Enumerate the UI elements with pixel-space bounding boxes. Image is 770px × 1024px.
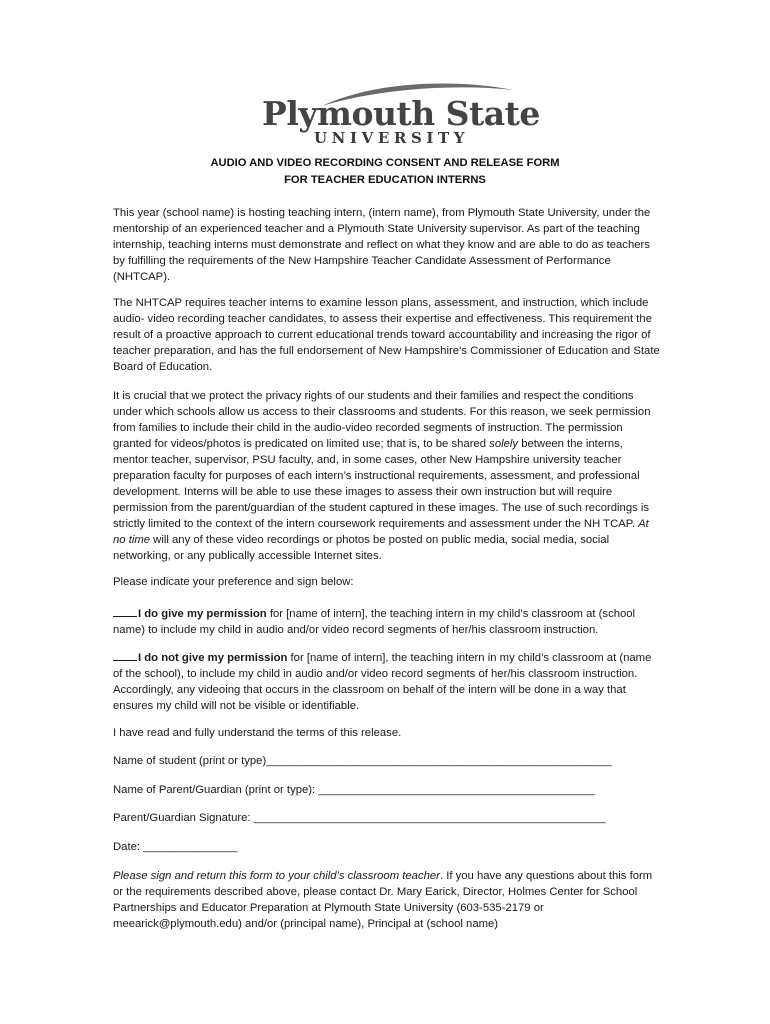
signature-field[interactable]: Parent/Guardian Signature: ________________________________________________________ — [113, 812, 606, 824]
parent-name-field[interactable]: Name of Parent/Guardian (print or type): ____________________________________________ — [113, 784, 595, 796]
logo-wordmark: Plymouth State — [262, 94, 540, 133]
indicate-paragraph — [113, 574, 661, 590]
deny-permission-label: I do not give my permission — [138, 652, 288, 664]
give-permission-label: I do give my permission — [138, 608, 267, 620]
acknowledgement-text: I have read and fully understand the terms of this release. — [113, 727, 402, 739]
give-permission-option — [113, 604, 661, 638]
intro-text: This year (school name) is hosting teaching intern, (intern name), from Plymouth State University, under the mentorship of an experienced teacher and a Plymouth State University supervisor. As part of the teaching internship, teaching interns must demonstrate and reflect on what they know and are able to do as teachers by fulfilling the requirements of the New Hampshire Teacher Candidate Assessment of Performance (NHTCAP). — [113, 207, 651, 283]
form-title-line-2: FOR TEACHER EDUCATION INTERNS — [284, 174, 486, 186]
closing-instruction: Please sign and return this form to your child’s classroom teacher — [113, 870, 440, 882]
closing-paragraph — [113, 868, 661, 932]
closing-contact-text: . If you have any questions about this form or the requirements described above, please contact Dr. Mary Earick, Director, Holmes Center for School Partnerships and Educator Preparation at Plymouth State University (603-535-2179 or meearick@plymouth.edu) and/or (principal name), Principal at (school name) — [113, 870, 653, 930]
intro-paragraph — [113, 205, 661, 285]
university-logo — [262, 80, 540, 152]
deny-permission-checkline[interactable] — [113, 648, 137, 661]
nhtcap-text: The NHTCAP requires teacher interns to examine lesson plans, assessment, and instruction, which include audio- video recording teacher candidates, to assess their expertise and effectiveness. This requirement the result of a proactive approach to current educational trends toward accountability and increasing the rigor of teacher preparation, and has the full endorsement of New Hampshire’s Commissioner of Education and State Board of Education. — [113, 297, 660, 373]
acknowledgement — [113, 725, 661, 741]
give-permission-checkline[interactable] — [113, 604, 137, 617]
privacy-text-a: It is crucial that we protect the privacy rights of our students and their families and respect the conditions under which schools allow us access to their classrooms and students. For this reason, we seek permission from families to include their child in the audio-video recorded segments of instruction. The permission granted for videos/photos is predicated on limited use; that is, to be shared — [113, 390, 651, 450]
privacy-emphasis-at-no-time: At no time — [113, 518, 649, 546]
date-field[interactable]: Date: _______________ — [113, 841, 238, 853]
give-permission-text: for [name of intern], the teaching intern in my child’s classroom at (school name) to include my child in audio and/or video record segments of her/his classroom instruction. — [113, 608, 636, 636]
student-name-field[interactable]: Name of student (print or type)_______________________________________________________ — [113, 755, 612, 767]
logo-university: UNIVERSITY — [314, 129, 470, 147]
privacy-text — [113, 388, 661, 564]
deny-permission-text: for [name of intern], the teaching intern in my child’s classroom at (name of the school), to include my child in audio and/or video record segments of her/his classroom instruction. Accordingly, any videoing that occurs in the classroom on behalf of the intern will be done in a way that ensures my child will not be visible or identifiable. — [113, 652, 652, 712]
privacy-text-c: will any of these video recordings or photos be posted on public media, social media, social networking, or any publically accessible Internet sites. — [113, 534, 610, 562]
deny-permission-option — [113, 648, 661, 714]
form-title-line-1: AUDIO AND VIDEO RECORDING CONSENT AND RELEASE FORM — [210, 157, 560, 169]
privacy-paragraph — [113, 388, 661, 564]
privacy-text-b: between the interns, mentor teacher, supervisor, PSU faculty, and, in some cases, other New Hampshire university teacher preparation faculty for purposes of each intern’s instructional requirements, assessment, and professional development. Interns will be able to use these images to assess their own instruction but will require permission from the parent/guardian of the student captured in these images. The use of such recordings is strictly limited to the context of the intern coursework requirements and assessment under the NH TCAP. — [113, 438, 650, 530]
indicate-text: Please indicate your preference and sign below: — [113, 576, 354, 588]
nhtcap-paragraph — [113, 295, 661, 375]
privacy-emphasis-solely: solely — [489, 438, 519, 450]
